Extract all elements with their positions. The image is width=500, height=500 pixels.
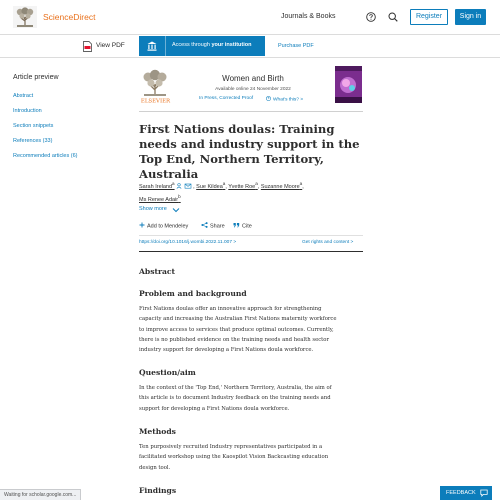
access-divider	[165, 36, 166, 56]
rights-content-link[interactable]: Get rights and content >	[302, 240, 354, 245]
article-title: First Nations doulas: Training needs and industry support in the Top End, Northern Territory, Australia	[139, 122, 360, 181]
doi-divider-bottom	[139, 251, 363, 252]
author-link[interactable]: Yvette Roe$^a$	[228, 181, 258, 190]
text-line: to improve access to services that produce optimal outcomes. Currently,	[139, 326, 334, 333]
abstract-heading: Abstract	[139, 267, 176, 276]
purchase-pdf-link[interactable]: Purchase PDF	[278, 43, 314, 49]
text-line: industry support for developing a First Nations doula workforce.	[139, 347, 314, 354]
section-body-question-aim	[139, 383, 367, 414]
section-heading-methods: Methods	[139, 427, 176, 436]
text-line: support for developing a First Nations doula workforce.	[139, 405, 290, 412]
add-to-mendeley-button[interactable]: Add to Mendeley	[139, 222, 188, 230]
signin-button[interactable]: Sign in	[455, 9, 486, 25]
available-online-date: Available online 24 November 2022	[215, 87, 291, 92]
sidebar-item-introduction[interactable]: Introduction	[13, 108, 42, 114]
journal-name[interactable]: Women and Birth	[222, 74, 284, 83]
section-body-problem	[139, 304, 367, 355]
author-contact-icons[interactable]	[176, 183, 193, 189]
pdf-icon[interactable]	[83, 41, 92, 52]
share-button[interactable]: Share	[201, 222, 225, 230]
feedback-label: FEEDBACK	[446, 490, 476, 496]
text-line: this article is to document Industry feedback on the training needs and	[139, 395, 331, 402]
section-heading-findings: Findings	[139, 486, 177, 495]
browser-status-bar: Waiting for scholar.google.com...	[0, 489, 81, 500]
article-preview-heading: Article preview	[13, 74, 59, 81]
institution-icon	[147, 41, 157, 51]
chat-bubble-icon	[480, 489, 488, 497]
text-line: First Nations doulas offer an innovative approach for strengthening	[139, 306, 322, 312]
plus-icon	[139, 222, 145, 228]
sidebar-item-abstract[interactable]: Abstract	[13, 93, 34, 99]
doi-link[interactable]: https://doi.org/10.1016/j.wombi.2022.11.007 >	[139, 240, 237, 245]
section-heading-problem: Problem and background	[139, 289, 247, 298]
text-line: Ten purposively recruited Industry representatives participated in a	[139, 444, 323, 450]
register-button[interactable]: Register	[410, 9, 448, 25]
header-divider	[139, 111, 363, 112]
in-press-status-link[interactable]: In Press, Corrected Proof	[199, 96, 254, 101]
cite-button[interactable]: Cite	[233, 222, 252, 230]
text-line: capacity and increasing the Australian First Nations maternity workforce	[139, 316, 337, 323]
text-line: design tool.	[139, 464, 171, 471]
chevron-down-icon[interactable]	[172, 207, 180, 213]
section-heading-question-aim: Question/aim	[139, 368, 196, 377]
text-line: In the context of the 'Top End,' Northern Territory, Australia, the aim of	[139, 385, 332, 391]
journal-cover-image[interactable]	[335, 66, 362, 103]
feedback-button[interactable]	[440, 486, 492, 500]
quote-icon	[233, 222, 240, 228]
author-list: Sarah Ireland$^a$ , Sue Kildea$^a$, Yvette Roe$^a$, Suzanne Moore$^a$, Ms Renee Adair$^b$	[139, 181, 304, 203]
search-icon[interactable]	[388, 12, 398, 22]
top-navigation-bar	[0, 0, 500, 35]
text-line: facilitated workshop using the Kaospilot Vision Backcasting education	[139, 454, 329, 461]
sciencedirect-logo[interactable]: ScienceDirect	[43, 12, 96, 22]
author-link[interactable]: Sue Kildea$^a$	[196, 181, 226, 190]
elsevier-publisher-logo[interactable]	[139, 66, 172, 104]
article-toolbar	[0, 35, 500, 58]
access-label: Access through your institution	[172, 42, 252, 48]
svg-text:ELSEVIER: ELSEVIER	[140, 98, 171, 104]
elsevier-tree-icon[interactable]	[13, 6, 37, 28]
text-line: there is no published evidence on the training needs and health sector	[139, 336, 330, 343]
help-icon	[266, 96, 271, 101]
sidebar-item-references[interactable]: References (33)	[13, 138, 53, 144]
section-body-methods	[139, 442, 367, 473]
author-link[interactable]: Sarah Ireland$^a$	[139, 181, 175, 190]
doi-divider-top	[139, 235, 363, 236]
sidebar-item-section-snippets[interactable]: Section snippets	[13, 123, 54, 129]
show-more-button[interactable]: Show more	[139, 206, 167, 212]
help-icon[interactable]	[366, 12, 376, 22]
journals-books-link[interactable]: Journals & Books	[281, 13, 336, 20]
view-pdf-link[interactable]: View PDF	[96, 42, 125, 49]
sidebar-item-recommended-articles[interactable]: Recommended articles (6)	[13, 153, 78, 159]
author-link[interactable]: Suzanne Moore$^a$	[260, 181, 303, 190]
access-institution-button[interactable]	[139, 36, 265, 56]
author-link[interactable]: Ms Renee Adair$^b$	[139, 193, 181, 203]
whats-this-link[interactable]: What's this? >	[266, 96, 303, 103]
share-icon	[201, 222, 208, 228]
